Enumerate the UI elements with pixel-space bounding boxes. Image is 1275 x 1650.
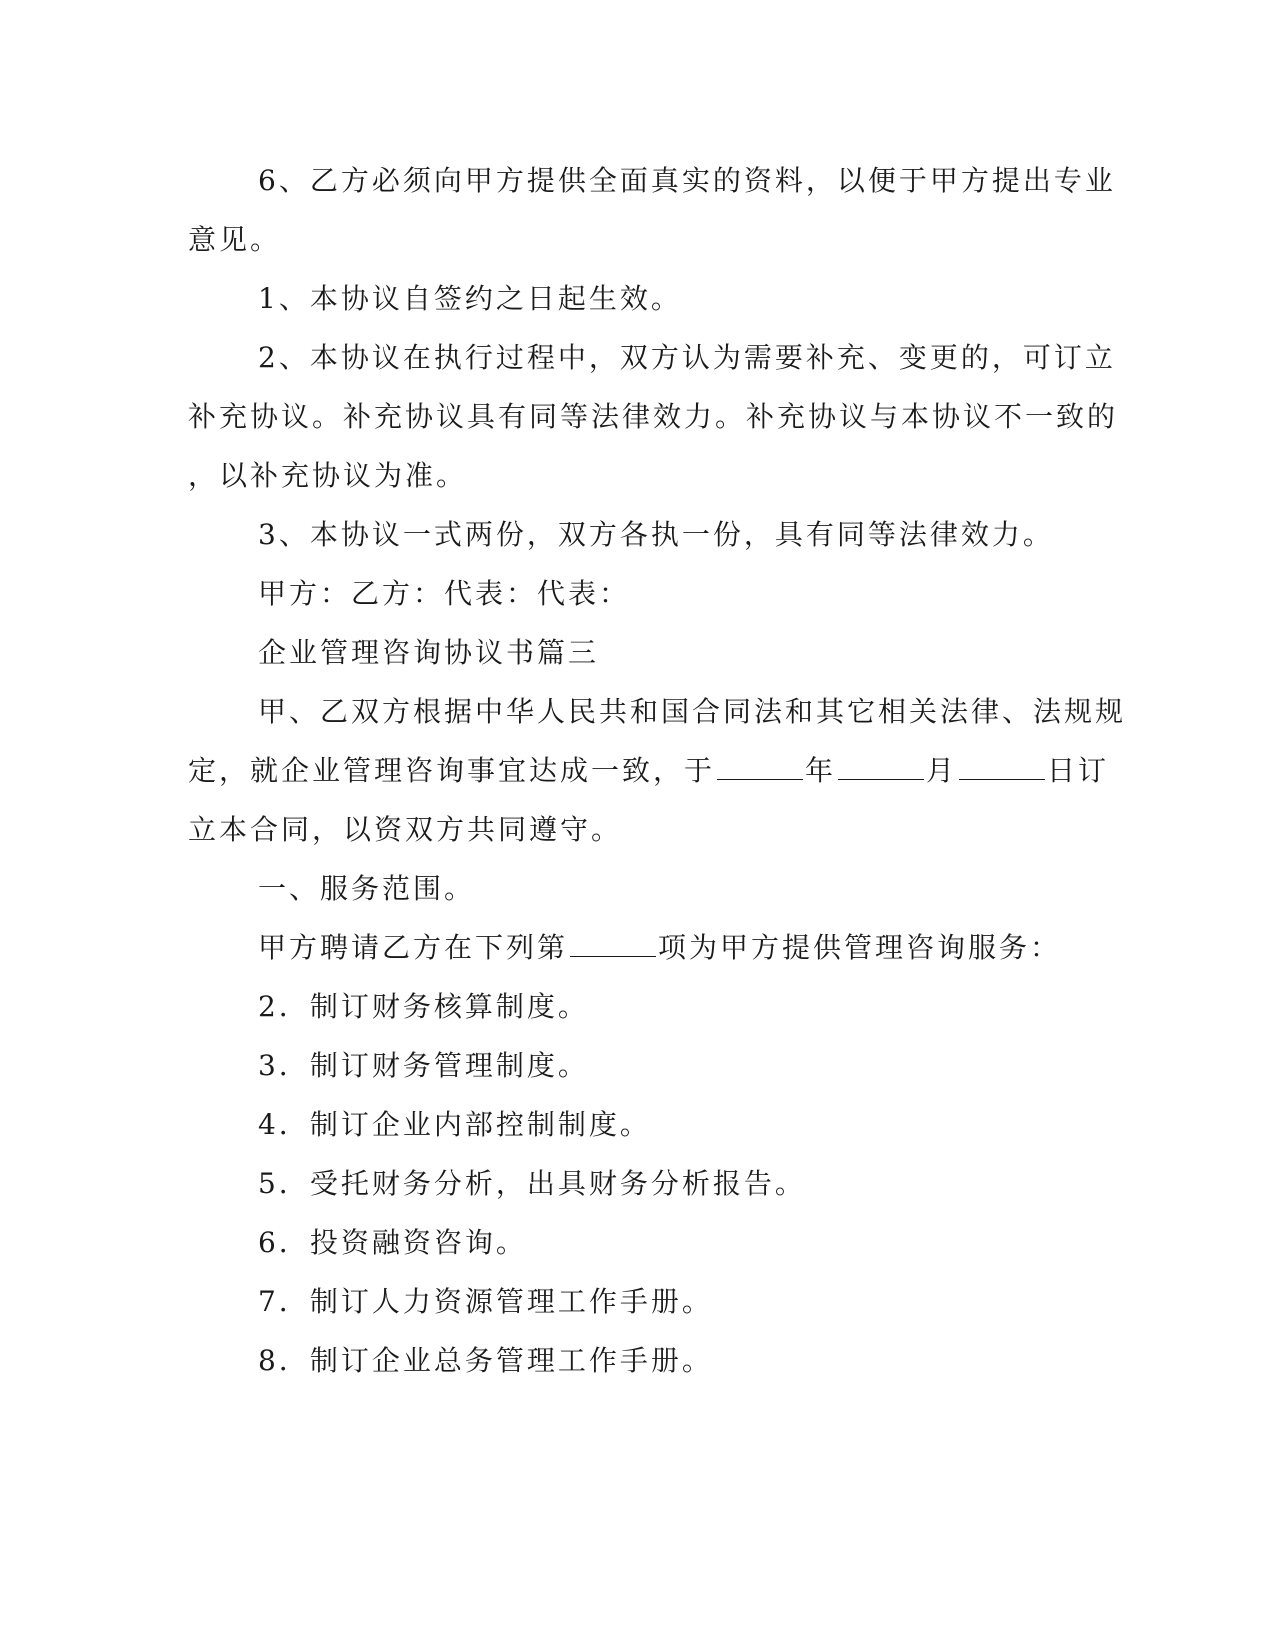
signature-line: 甲方：乙方：代表：代表： (258, 577, 631, 610)
paragraph-text: 补充协议。补充协议具有同等法律效力。补充协议与本协议不一致的 (188, 400, 1119, 433)
paragraph-text: 6、乙方必须向甲方提供全面真实的资料，以便于甲方提出专业 (258, 164, 1116, 197)
paragraph-text: 2、本协议在执行过程中，双方认为需要补充、变更的，可订立 (258, 341, 1116, 374)
list-item: 4．制订企业内部控制制度。 (258, 1108, 651, 1141)
paragraph-text: 立本合同，以资双方共同遵守。 (188, 813, 623, 846)
paragraph-text-with-blank (258, 930, 1061, 966)
section-heading: 一、服务范围。 (258, 872, 476, 905)
day-label: 日订 (1047, 754, 1110, 787)
fill-blank-item (570, 930, 656, 957)
paragraph-text: 3、本协议一式两份，双方各执一份，具有同等法律效力。 (258, 518, 1054, 551)
month-label: 月 (926, 754, 958, 787)
paragraph-text: 项为甲方提供管理咨询服务： (658, 931, 1062, 964)
list-item: 8．制订企业总务管理工作手册。 (258, 1344, 713, 1377)
list-item: 3．制订财务管理制度。 (258, 1049, 589, 1082)
list-item: 7．制订人力资源管理工作手册。 (258, 1285, 713, 1318)
paragraph-text: 定，就企业管理咨询事宜达成一致，于 (188, 754, 716, 787)
paragraph-text: 1、本协议自签约之日起生效。 (258, 282, 682, 315)
paragraph-text: 意见。 (188, 223, 282, 256)
fill-blank-month (838, 753, 924, 780)
list-item: 5．受托财务分析，出具财务分析报告。 (258, 1167, 806, 1200)
fill-blank-year (717, 753, 803, 780)
year-label: 年 (805, 754, 837, 787)
paragraph-text: 甲、乙双方根据中华人民共和国合同法和其它相关法律、法规规 (258, 695, 1127, 728)
list-item: 6．投资融资咨询。 (258, 1226, 527, 1259)
paragraph-text: ，以补充协议为准。 (188, 459, 468, 492)
paragraph-text-with-blanks (188, 753, 1109, 789)
paragraph-text: 甲方聘请乙方在下列第 (258, 931, 569, 964)
section-title: 企业管理咨询协议书篇三 (258, 636, 600, 669)
fill-blank-day (959, 753, 1045, 780)
list-item: 2．制订财务核算制度。 (258, 990, 589, 1023)
